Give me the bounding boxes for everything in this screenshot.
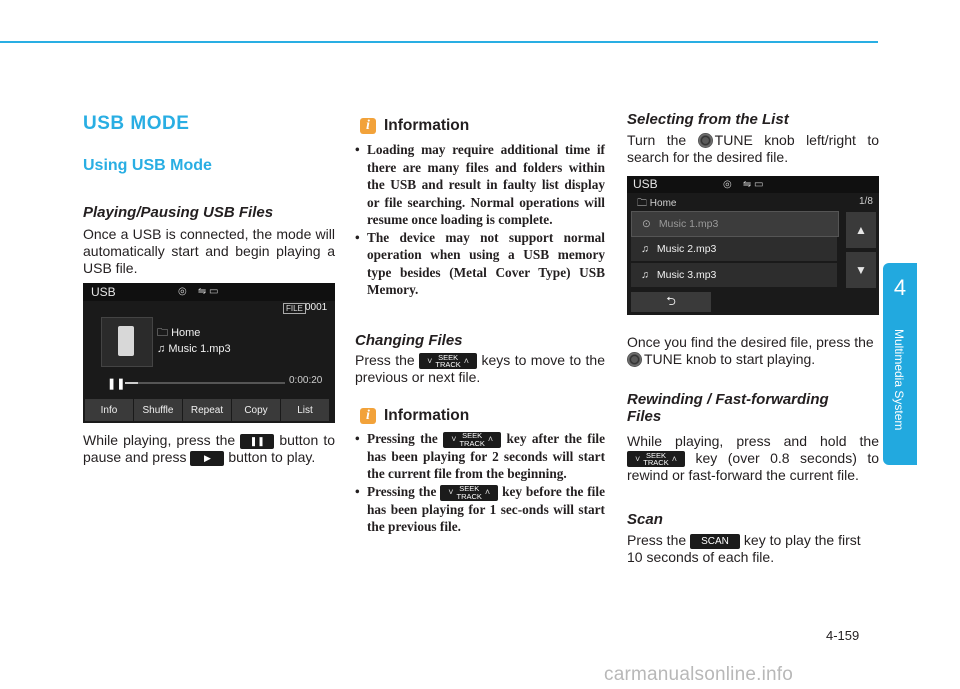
paragraph-changing: Press the ˅ SEEK TRACK ˄ keys to move to the previous or next file. xyxy=(355,352,606,386)
tab-copy[interactable]: Copy xyxy=(232,399,280,421)
status-icons: ◎ ⇋ ▭ xyxy=(178,286,219,297)
tune-knob-icon xyxy=(698,133,713,148)
chapter-label: Multimedia System xyxy=(892,329,906,431)
heading-scan: Scan xyxy=(627,511,663,528)
list-item[interactable]: ♫ Music 2.mp3 xyxy=(631,237,837,261)
seek-track-key-icon: ˅ SEEK TRACK ˄ xyxy=(627,451,685,467)
pause-button-icon: ❚❚ xyxy=(240,434,274,449)
list-item: • The device may not support normal operation when using a USB memory type besides (Metal Cover Type) USB Memory. xyxy=(355,229,605,299)
info-list-1 xyxy=(355,141,605,299)
paragraph-rewind: While playing, press and hold the ˅ SEEK TRACK ˄ key (over 0.8 seconds) to rewind or fast-forward the current file. xyxy=(627,433,880,484)
triangle-down-icon: ▼ xyxy=(855,263,867,277)
back-arrow-icon: ⮌ xyxy=(666,293,676,308)
list-item: • Loading may require additional time if there are many files and folders within the USB and result in faulty list display or file searching. Normal operations will resume once loading is complete. xyxy=(355,141,605,229)
section-title: USB MODE xyxy=(83,113,190,134)
paragraph-pause-play: While playing, press the ❚❚ button to pause and press ▶ button to play. xyxy=(83,432,335,465)
page-number: 4-159 xyxy=(826,628,860,643)
play-circle-icon: ⊙ xyxy=(642,218,651,230)
paragraph-playing: Once a USB is connected, the mode will automatically start and begin playing a USB file. xyxy=(83,226,335,276)
usb-playback-screen xyxy=(83,283,335,423)
tab-shuffle[interactable]: Shuffle xyxy=(134,399,182,421)
info-heading-1: i Information xyxy=(360,117,469,135)
back-button[interactable] xyxy=(631,292,711,312)
tab-info[interactable]: Info xyxy=(85,399,133,421)
seek-track-key-icon: ˅ SEEK TRACK ˄ xyxy=(440,485,498,501)
triangle-up-icon: ▲ xyxy=(855,223,867,237)
heading-playing: Playing/Pausing USB Files xyxy=(83,204,274,221)
song-row: ♫ Music 1.mp3 xyxy=(157,343,231,355)
heading-rewind: Rewinding / Fast-forwarding Files xyxy=(627,391,829,425)
watermark: carmanualsonline.info xyxy=(604,664,794,685)
folder-row: 🗀 Home xyxy=(637,198,677,209)
tab-repeat[interactable]: Repeat xyxy=(183,399,231,421)
top-rule xyxy=(0,41,878,43)
play-button-icon: ▶ xyxy=(190,451,224,466)
screen-source-title: USB xyxy=(633,177,658,191)
usb-stick-icon xyxy=(118,326,134,356)
paragraph-selecting: Turn the TUNE knob left/right to search for the desired file. xyxy=(627,132,880,165)
list-item[interactable]: ♫ Music 3.mp3 xyxy=(631,263,837,287)
heading-changing: Changing Files xyxy=(355,332,463,349)
scroll-down-button[interactable] xyxy=(846,252,876,288)
list-item[interactable]: ⊙ Music 1.mp3 xyxy=(631,211,839,237)
progress-track[interactable] xyxy=(125,382,285,384)
chapter-tab xyxy=(883,263,917,465)
pause-icon[interactable]: ❚❚ xyxy=(107,378,126,390)
section-subtitle: Using USB Mode xyxy=(83,157,212,174)
track-number: 0001 xyxy=(305,302,328,313)
heading-selecting: Selecting from the List xyxy=(627,111,789,128)
tune-knob-icon xyxy=(627,352,642,367)
elapsed-time: 0:00:20 xyxy=(289,375,323,386)
list-item: • Pressing the ˅ SEEK TRACK ˄ key after the file has been playing for 2 seconds will start the current file from the beginning. xyxy=(355,430,605,483)
status-icons: ◎ ⇋ ▭ xyxy=(723,179,764,190)
file-badge: FILE xyxy=(283,303,306,314)
screen-source-title: USB xyxy=(91,285,116,299)
chapter-number: 4 xyxy=(893,275,907,300)
music-note-icon: ♫ xyxy=(641,243,649,255)
info-heading-2: i Information xyxy=(360,407,469,425)
page-indicator: 1/8 xyxy=(859,196,873,207)
music-note-icon: ♫ xyxy=(641,269,649,281)
scan-key-icon: SCAN xyxy=(690,534,740,549)
seek-track-key-icon: ˅ SEEK TRACK ˄ xyxy=(419,353,477,369)
seek-track-key-icon: ˅ SEEK TRACK ˄ xyxy=(443,432,501,448)
scroll-up-button[interactable] xyxy=(846,212,876,248)
progress-fill xyxy=(125,382,138,384)
paragraph-scan: Press the SCAN key to play the first 10 seconds of each file. xyxy=(627,532,861,565)
info-list-2 xyxy=(355,430,605,536)
paragraph-found: Once you find the desired file, press the TUNE knob to start playing. xyxy=(627,334,874,367)
info-icon: i xyxy=(360,408,376,424)
album-art xyxy=(101,317,153,367)
list-item: • Pressing the ˅ SEEK TRACK ˄ key before the file has been playing for 1 sec-onds will start the previous file. xyxy=(355,483,605,536)
usb-list-screen xyxy=(627,176,879,315)
tab-list[interactable]: List xyxy=(281,399,329,421)
folder-row: 🗀 Home xyxy=(157,327,201,339)
info-icon: i xyxy=(360,118,376,134)
